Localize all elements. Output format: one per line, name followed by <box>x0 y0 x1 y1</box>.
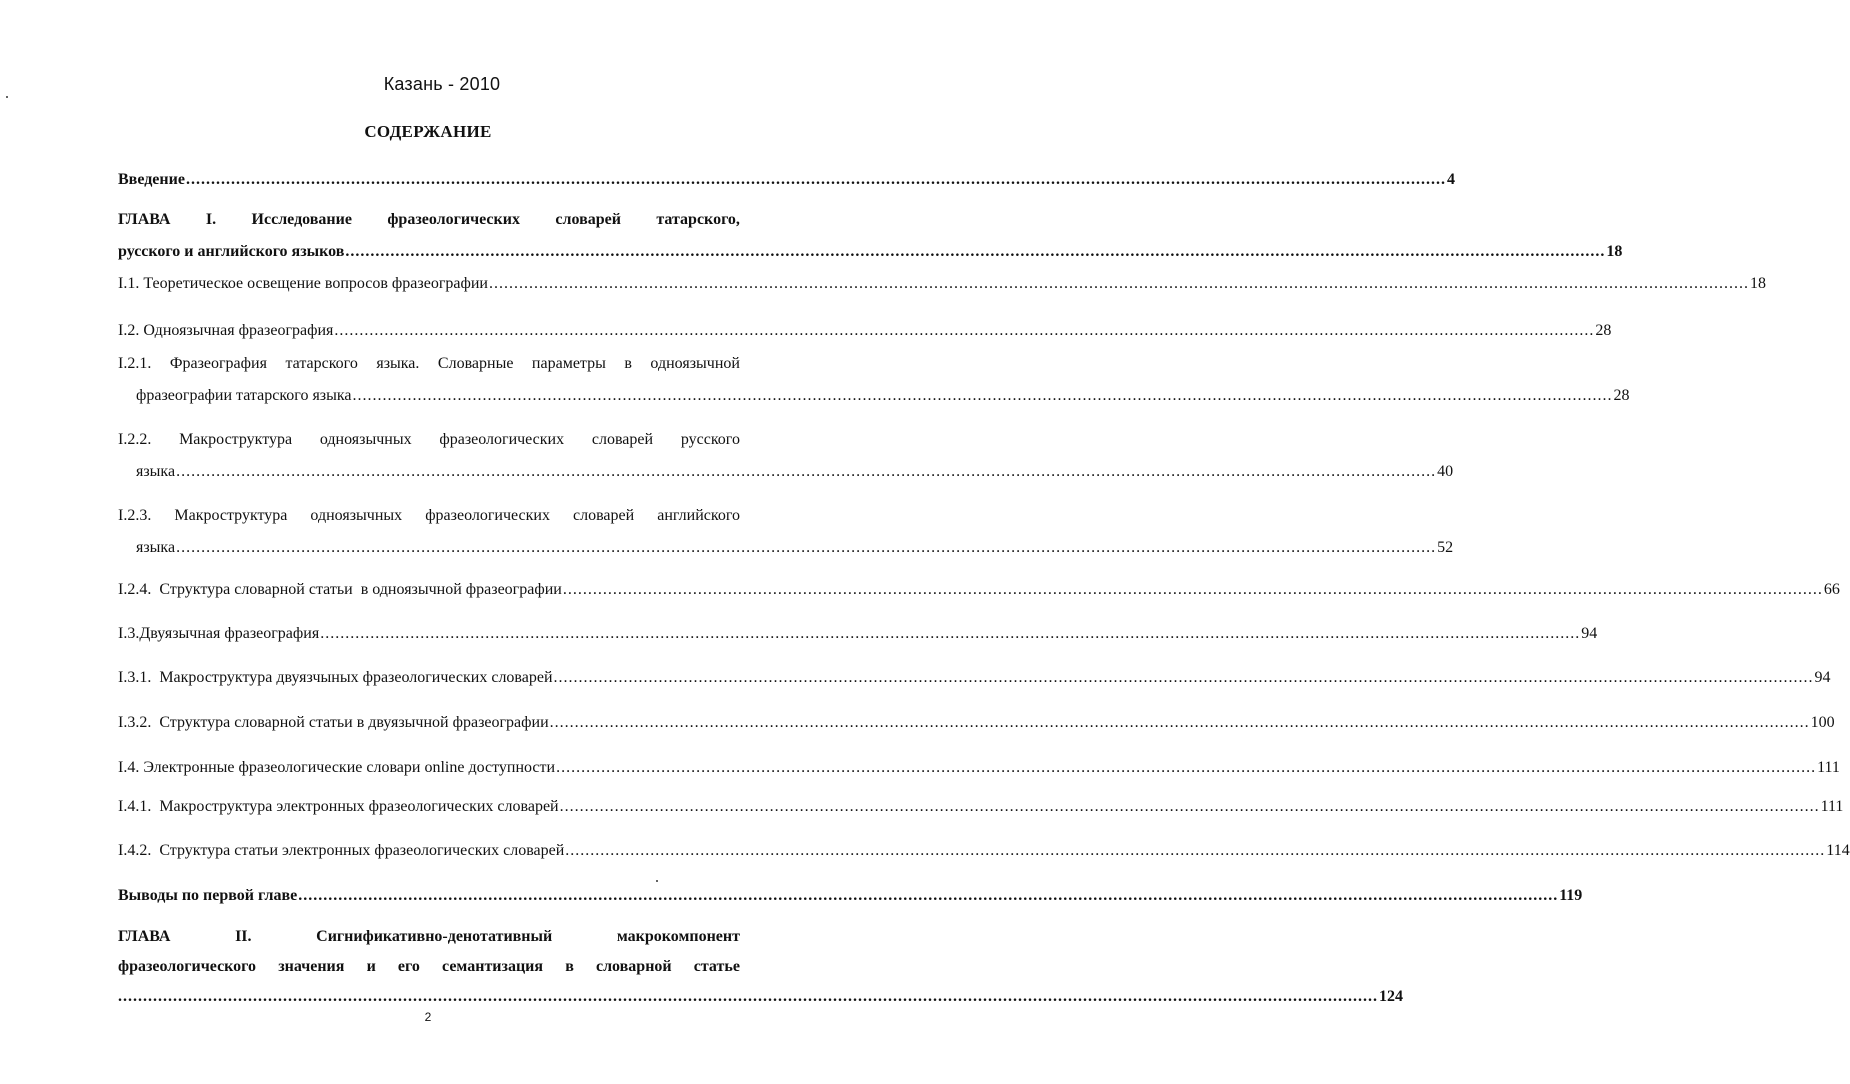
toc-entry-title: русского и английского языков <box>118 243 345 260</box>
scan-speck <box>6 96 8 98</box>
leader-dots <box>550 713 1810 733</box>
toc-entry-title-line: фразеологического значения и его семантизация в словарной статье <box>118 958 740 975</box>
toc-entry-title-line: ГЛАВА II. Сигнификативно-денотативный макрокомпонент <box>118 928 740 945</box>
toc-entry-1-2-1 <box>118 354 1630 406</box>
toc-entry-title-line: I.2.1. Фразеография татарского языка. Словарные параметры в одноязычной <box>118 355 740 372</box>
toc-entry-title: I.1. Теоретическое освещение вопросов фразеографии <box>118 275 488 292</box>
toc-entry-1-2 <box>118 321 1612 341</box>
leader-dots <box>334 321 1594 341</box>
toc-page-number: 28 <box>1613 387 1630 404</box>
leader-dots <box>118 983 1378 1011</box>
toc-entry-number: I.3. <box>118 625 140 642</box>
toc-page-number: 124 <box>1379 988 1403 1005</box>
leader-dots <box>353 386 1613 406</box>
leader-dots <box>186 170 1446 190</box>
toc-entry-1-4 <box>118 758 1840 778</box>
toc-entry-title: языка <box>136 539 176 556</box>
toc-page-number: 94 <box>1814 669 1831 686</box>
toc-entry-title: Выводы по первой главе <box>118 887 298 904</box>
toc-entry-title: I.3.1. Макроструктура двуязчыных фразеологических словарей <box>118 669 553 686</box>
leader-dots <box>176 462 1436 482</box>
leader-dots <box>298 886 1558 906</box>
toc-entry-title: фразеографии татарского языка <box>136 387 352 404</box>
toc-entry-title-line: I.2.2. Макроструктура одноязычных фразеологических словарей русского <box>118 431 740 448</box>
toc-entry-title-line: ГЛАВА I. Исследование фразеологических словарей татарского, <box>118 211 740 228</box>
leader-dots <box>554 668 1814 688</box>
toc-page-number: 66 <box>1823 581 1840 598</box>
toc-entry-title: I.3.2. Структура словарной статьи в двуязычной фразеографии <box>118 714 549 731</box>
toc-entry-1-2-4 <box>118 580 1840 600</box>
toc-page-number: 119 <box>1559 887 1583 904</box>
toc-entry-1-2-2 <box>118 430 1454 482</box>
leader-dots <box>320 624 1580 644</box>
city-year: Казань - 2010 <box>383 74 501 94</box>
toc-entry-title: I.4.2. Структура статьи электронных фразеологических словарей <box>118 842 565 859</box>
toc-entry-title: I.2. Одноязычная фразеография <box>118 322 334 339</box>
scan-speck <box>656 880 658 882</box>
toc-entry-1-3-1 <box>118 668 1831 688</box>
leader-dots <box>563 580 1823 600</box>
toc-entry-chapter-2 <box>118 923 1403 1011</box>
toc-entry-title: I.2.4. Структура словарной статьи в одноязычной фразеографии <box>118 581 562 598</box>
toc-entry-1-3-2 <box>118 713 1835 733</box>
toc-page-number: 18 <box>1749 275 1766 292</box>
toc-page-number: 94 <box>1581 625 1598 642</box>
toc-page-number: 100 <box>1810 714 1835 731</box>
toc-entry-1-1 <box>118 274 1766 294</box>
toc-entry-title: I.4. Электронные фразеологические словари online доступности <box>118 759 556 776</box>
toc-page-number: 111 <box>1817 759 1840 776</box>
leader-dots <box>556 758 1816 778</box>
leader-dots <box>565 841 1825 861</box>
toc-entry-conclusions-1 <box>118 886 1583 906</box>
toc-page-number: 18 <box>1606 243 1623 260</box>
toc-entry-title: Двуязычная фразеография <box>139 625 320 642</box>
toc-entry-title-line: I.2.3. Макроструктура одноязычных фразеологических словарей английского <box>118 507 740 524</box>
toc-entry-1-4-2 <box>118 841 1850 861</box>
toc-page-number: 52 <box>1437 539 1454 556</box>
toc-entry-title: Введение <box>118 171 185 188</box>
toc-entry-intro <box>118 170 1455 190</box>
toc-entry-1-2-3 <box>118 506 1454 558</box>
toc-entry-title: I.4.1. Макроструктура электронных фразеологических словарей <box>118 798 559 815</box>
toc-page-number: 4 <box>1446 171 1455 188</box>
toc-title: СОДЕРЖАНИЕ <box>364 122 492 141</box>
toc-entry-1-3 <box>118 624 1598 644</box>
leader-dots <box>345 238 1605 266</box>
toc-entry-chapter-1 <box>118 206 1623 266</box>
toc-entry-title: языка <box>136 463 176 480</box>
leader-dots <box>489 274 1749 294</box>
toc-page-number: 40 <box>1437 463 1454 480</box>
leader-dots <box>560 797 1820 817</box>
toc-page-number: 114 <box>1826 842 1850 859</box>
leader-dots <box>176 538 1436 558</box>
toc-page-number: 111 <box>1820 798 1844 815</box>
toc-page-number: 28 <box>1595 322 1612 339</box>
toc-entry-1-4-1 <box>118 797 1844 817</box>
page-number: 2 <box>424 1010 432 1024</box>
